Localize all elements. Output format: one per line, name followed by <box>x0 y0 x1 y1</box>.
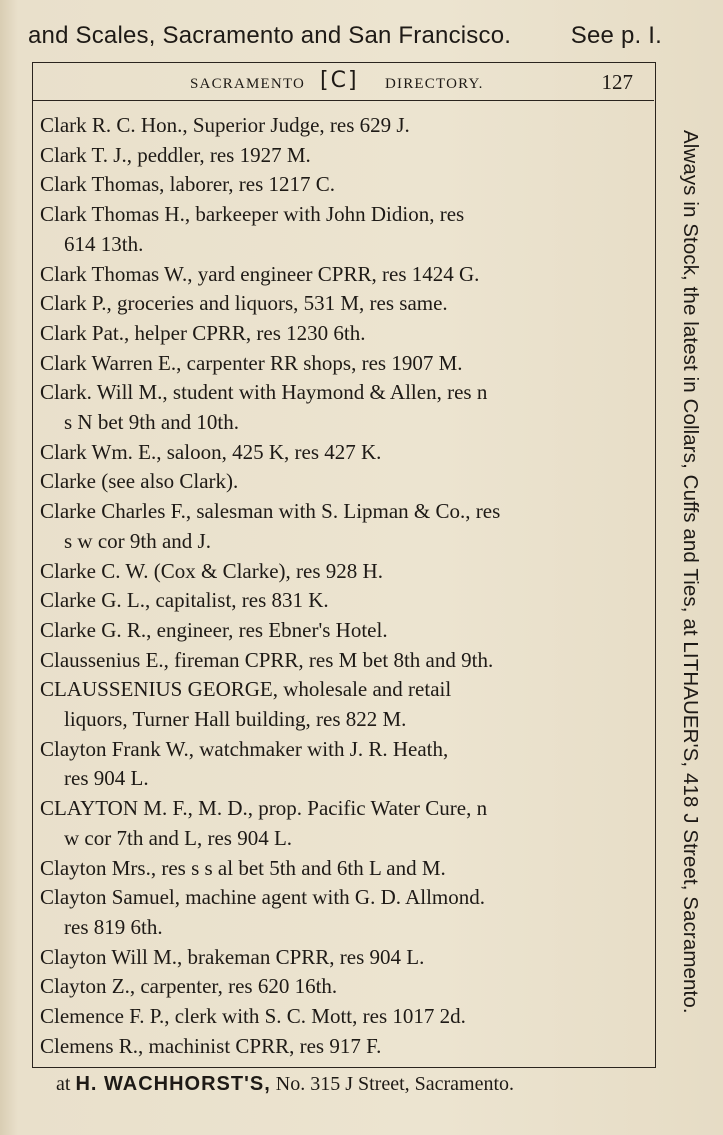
running-head-directory: DIRECTORY. <box>385 76 484 92</box>
entry-continuation-line: liquors, Turner Hall building, res 822 M. <box>64 707 407 732</box>
entry-line: Clayton Mrs., res s s al bet 5th and 6th L and M. <box>40 855 446 880</box>
directory-entry <box>40 586 645 616</box>
entry-line: Clark Warren E., carpenter RR shops, res 1907 M. <box>40 350 463 375</box>
bottom-banner-name: H. WACHHORST'S, <box>75 1073 271 1095</box>
entry-line: Clark T. J., peddler, res 1927 M. <box>40 142 311 167</box>
entry-line: CLAYTON M. F., M. D., prop. Pacific Water Cure, n <box>40 796 488 821</box>
header-divider <box>32 100 654 101</box>
directory-entry <box>40 735 645 794</box>
bottom-banner-prefix: at <box>56 1073 71 1095</box>
top-advertisement-banner <box>28 22 668 50</box>
directory-entry <box>40 794 645 853</box>
entry-line: Clark Thomas W., yard engineer CPRR, res 1424 G. <box>40 261 480 286</box>
side-advertisement: Always in Stock, the latest in Collars, Cuffs and Ties, at LITHAUER'S, 418 J Street, Sacramento. <box>679 130 702 1014</box>
entry-line: Claussenius E., fireman CPRR, res M bet 8th and 9th. <box>40 647 494 672</box>
entry-continuation-line: res 819 6th. <box>64 914 163 939</box>
directory-entry <box>40 616 645 646</box>
entry-line: Clark Thomas H., barkeeper with John Didion, res <box>40 202 465 227</box>
entry-line: Clarke Charles F., salesman with S. Lipman & Co., res <box>40 499 501 524</box>
directory-entry <box>40 1032 645 1062</box>
entry-line: Clarke (see also Clark). <box>40 469 239 494</box>
running-head <box>190 68 645 98</box>
entry-line: Clayton Will M., brakeman CPRR, res 904 L. <box>40 944 425 969</box>
entry-line: Clark Pat., helper CPRR, res 1230 6th. <box>40 320 366 345</box>
entry-line: CLAUSSENIUS GEORGE, wholesale and retail <box>40 677 452 702</box>
running-head-letter: [C] <box>320 68 359 93</box>
directory-entry <box>40 972 645 1002</box>
entry-continuation-line: w cor 7th and L, res 904 L. <box>64 825 293 850</box>
directory-entry <box>40 378 645 437</box>
directory-entry <box>40 646 645 676</box>
directory-entry <box>40 557 645 587</box>
page-number: 127 <box>601 70 633 94</box>
entry-line: Clark R. C. Hon., Superior Judge, res 629 J. <box>40 113 410 137</box>
directory-entries <box>40 111 645 1062</box>
directory-entry <box>40 854 645 884</box>
entry-line: Clark P., groceries and liquors, 531 M, res same. <box>40 291 448 316</box>
top-banner-text: and Scales, Sacramento and San Francisco. <box>28 22 512 49</box>
directory-entry <box>40 467 645 497</box>
directory-entry <box>40 319 645 349</box>
directory-entry <box>40 141 645 171</box>
directory-entry <box>40 497 645 556</box>
entry-line: Clemence F. P., clerk with S. C. Mott, res 1017 2d. <box>40 1004 466 1029</box>
top-banner-page-reference: See p. I. <box>570 22 662 49</box>
directory-entry <box>40 200 645 259</box>
entry-line: Clayton Frank W., watchmaker with J. R. Heath, <box>40 736 449 761</box>
entry-continuation-line: 614 13th. <box>64 231 144 256</box>
directory-entry <box>40 1002 645 1032</box>
entry-line: Clark Thomas, laborer, res 1217 C. <box>40 172 336 197</box>
directory-entry <box>40 289 645 319</box>
directory-entry <box>40 438 645 468</box>
bottom-banner-address: No. 315 J Street, Sacramento. <box>275 1073 515 1095</box>
entry-line: Clayton Samuel, machine agent with G. D. Allmond. <box>40 885 486 910</box>
entry-line: Clarke G. R., engineer, res Ebner's Hotel. <box>40 617 388 642</box>
directory-entry <box>40 943 645 973</box>
directory-entry <box>40 675 645 734</box>
entry-line: Clemens R., machinist CPRR, res 917 F. <box>40 1033 382 1058</box>
entry-line: Clarke G. L., capitalist, res 831 K. <box>40 588 329 613</box>
entry-line: Clark. Will M., student with Haymond & Allen, res n <box>40 380 488 405</box>
directory-entry <box>40 111 645 141</box>
entry-line: Clark Wm. E., saloon, 425 K, res 427 K. <box>40 439 382 464</box>
directory-entry <box>40 883 645 942</box>
entry-continuation-line: res 904 L. <box>64 766 149 791</box>
entry-line: Clarke C. W. (Cox & Clarke), res 928 H. <box>40 558 383 583</box>
directory-entry <box>40 349 645 379</box>
directory-entry <box>40 170 645 200</box>
entry-line: Clayton Z., carpenter, res 620 16th. <box>40 974 338 999</box>
entry-continuation-line: s N bet 9th and 10th. <box>64 410 239 435</box>
directory-entry <box>40 260 645 290</box>
entry-continuation-line: s w cor 9th and J. <box>64 528 211 553</box>
bottom-advertisement-banner <box>56 1073 656 1096</box>
running-head-city: SACRAMENTO <box>190 76 306 92</box>
